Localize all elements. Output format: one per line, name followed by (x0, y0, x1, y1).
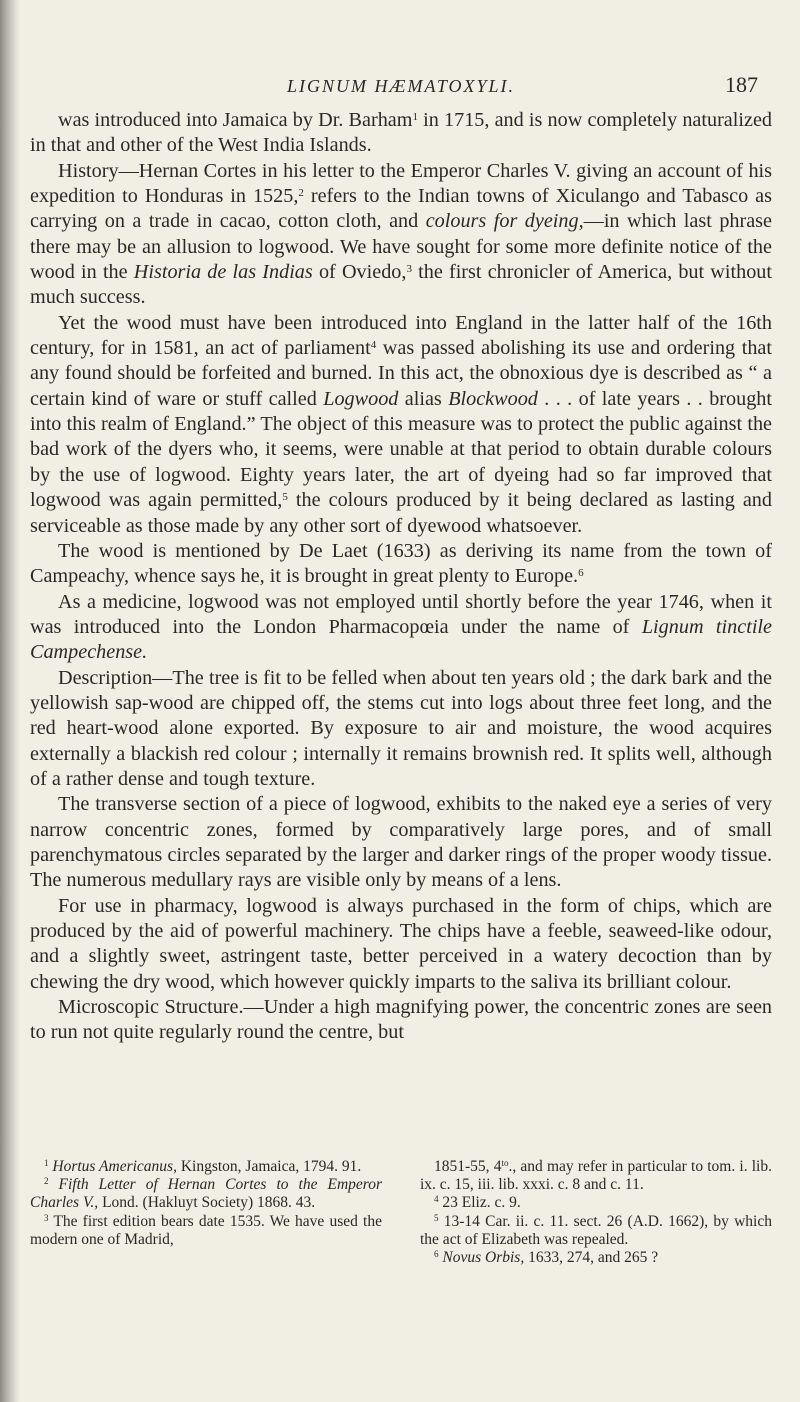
footnote (420, 1213, 772, 1249)
text-run: History—Hernan Cortes in his letter to the Emperor Charles V. giving an account of his expedition to Honduras in 1525, (30, 159, 772, 208)
italic-text: Fifth Letter of Hernan Cortes to the Emperor Charles V., (30, 1176, 383, 1212)
paragraph (30, 666, 772, 793)
text-run: The transverse section of a piece of logwood, exhibits to the naked eye a series of very narrow concentric zones, formed by comparatively large pores, and of small parenchymatous circles separated by the larger and darker rings of the proper woody tissue. The numerous medullary rays are visible only by means of a lens. (30, 793, 772, 892)
text-run: Yet the wood must have been introduced into England in the latter half of the 16th century, for in 1581, an act of parliament (30, 311, 772, 360)
footnotes-right-column (420, 1158, 772, 1267)
text-run: refers to the Indian towns of Xiculango and Tabasco as carrying on a trade in cacao, cotton cloth, and (30, 185, 772, 233)
running-head (30, 0, 772, 97)
footnote-ref: 6 (578, 567, 584, 580)
italic-text: Hortus Americanus, (52, 1158, 177, 1175)
text-run: was introduced into Jamaica by Dr. Barham (58, 109, 413, 131)
footnote (420, 1194, 772, 1212)
footnote-ref: 2 (44, 1176, 49, 1187)
footnote-ref: 5 (282, 491, 288, 504)
footnote (30, 1213, 382, 1249)
text-run: Kingston, Jamaica, 1794. 91. (176, 1158, 362, 1175)
text-run: Lond. (Hakluyt Society) 1868. 43. (98, 1194, 316, 1212)
footnote-ref: to (501, 1158, 509, 1168)
italic-text: Lignum tinctile Campechense. (30, 615, 772, 664)
text-run: For use in pharmacy, logwood is always purchased in the form of chips, which are produced by the aid of powerful machinery. The chips have a feeble, seaweed-like odour, and a slightly sweet, astringent taste, better perceived in a watery decoction than by chewing the dry wood, which however quickly imparts to the saliva its brilliant colour. (30, 894, 772, 993)
text-run: in 1715, and is now completely naturalized in that and other of the West India Islands. (30, 109, 772, 157)
italic-text: Novus Orbis, (442, 1249, 525, 1267)
italic-text: colours for dyeing, (425, 210, 584, 233)
text-run: . . . of late years . . brought into this realm of England.” The object of this measure was to protect the public against the bad work of the dyers who, it seems, were unable at that period to obtain durable colours by the use of logwood. Eighty years later, the art of dyeing had so far improved that logwood was again permitted, (30, 387, 772, 512)
text-run: The first edition bears date 1535. We have used the modern one of Madrid, (30, 1212, 382, 1248)
footnote-ref: 4 (370, 339, 377, 352)
text-run: —in which last phrase there may be an allusion to logwood. We have sought for some more definite notice of the wood in the (30, 210, 773, 284)
text-run (49, 1176, 59, 1193)
page-number: 187 (725, 72, 758, 97)
running-title: LIGNUM HÆMATOXYLI. (286, 76, 516, 96)
text-run: the colours produced by it being declared as lasting and serviceable as those made by any other sort of dyewood whatsoever. (30, 489, 772, 537)
paragraph (30, 590, 772, 666)
book-gutter-shadow (0, 0, 20, 1402)
paragraph (30, 311, 772, 539)
footnote (30, 1158, 382, 1176)
italic-text: Blockwood (448, 387, 538, 410)
text-run: 1633, 274, and 265 ? (524, 1249, 659, 1267)
body-text (30, 108, 772, 1046)
text-run: alias (398, 387, 449, 410)
footnote (30, 1176, 382, 1212)
text-run: Description—The tree is fit to be felled when about ten years old ; the dark bark and the yellowish sap-wood are chipped off, the stems cut into logs about three feet long, and the red heart-wood alone exported. By exposure to air and moisture, the wood acquires externally a blackish red colour ; internally it remains brownish red. It splits well, although of a rather dense and tough texture. (30, 666, 772, 790)
text-run: The wood is mentioned by De Laet (1633) as deriving its name from the town of Campeachy, whence says he, it is brought in great plenty to Europe. (30, 539, 772, 588)
footnote-ref: 3 (406, 263, 412, 276)
footnote-ref: 3 (44, 1212, 49, 1223)
text-run: was passed abolishing its use and ordering that any found should be forfeited and burned. In this act, the obnoxious dye is described as “ a certain kind of ware or stuff called (30, 337, 772, 410)
footnote-ref: 1 (412, 111, 418, 123)
text-run: As a medicine, logwood was not employed until shortly before the year 1746, when it was introduced into the London Pharmacopœia under the name of (30, 590, 772, 638)
italic-text: Logwood (323, 387, 399, 410)
text-run: of Oviedo, (312, 261, 407, 284)
footnote (420, 1249, 772, 1267)
paragraph (30, 894, 772, 995)
paragraph (30, 539, 772, 590)
text-run: the first chronicler of America, but without much success. (30, 261, 772, 309)
text-run: 23 Eliz. c. 9. (438, 1194, 521, 1212)
footnote-ref: 1 (44, 1158, 49, 1168)
footnote-ref: 5 (434, 1212, 439, 1223)
text-run: 1851-55, 4 (434, 1158, 502, 1175)
paragraph (30, 159, 772, 311)
book-page (30, 0, 773, 1267)
footnotes-left-column (30, 1158, 382, 1267)
text-run: 13-14 Car. ii. c. 11. sect. 26 (A.D. 1662), by which the act of Elizabeth was repealed. (420, 1212, 772, 1248)
paragraph (30, 792, 772, 893)
footnote-ref: 4 (434, 1194, 439, 1205)
italic-text: Historia de las Indias (133, 261, 313, 284)
footnotes (30, 1158, 772, 1267)
footnote-ref: 2 (298, 187, 304, 200)
paragraph (30, 995, 772, 1046)
footnote-ref: 6 (434, 1249, 439, 1260)
footnote (420, 1158, 772, 1194)
paragraph (30, 108, 772, 159)
text-run: Microscopic Structure.—Under a high magnifying power, the concentric zones are seen to run not quite regularly round the centre, but (30, 996, 772, 1044)
text-run: ., and may refer in particular to tom. i. lib. ix. c. 15, iii. lib. xxxi. c. 8 and c. 11. (420, 1158, 772, 1194)
